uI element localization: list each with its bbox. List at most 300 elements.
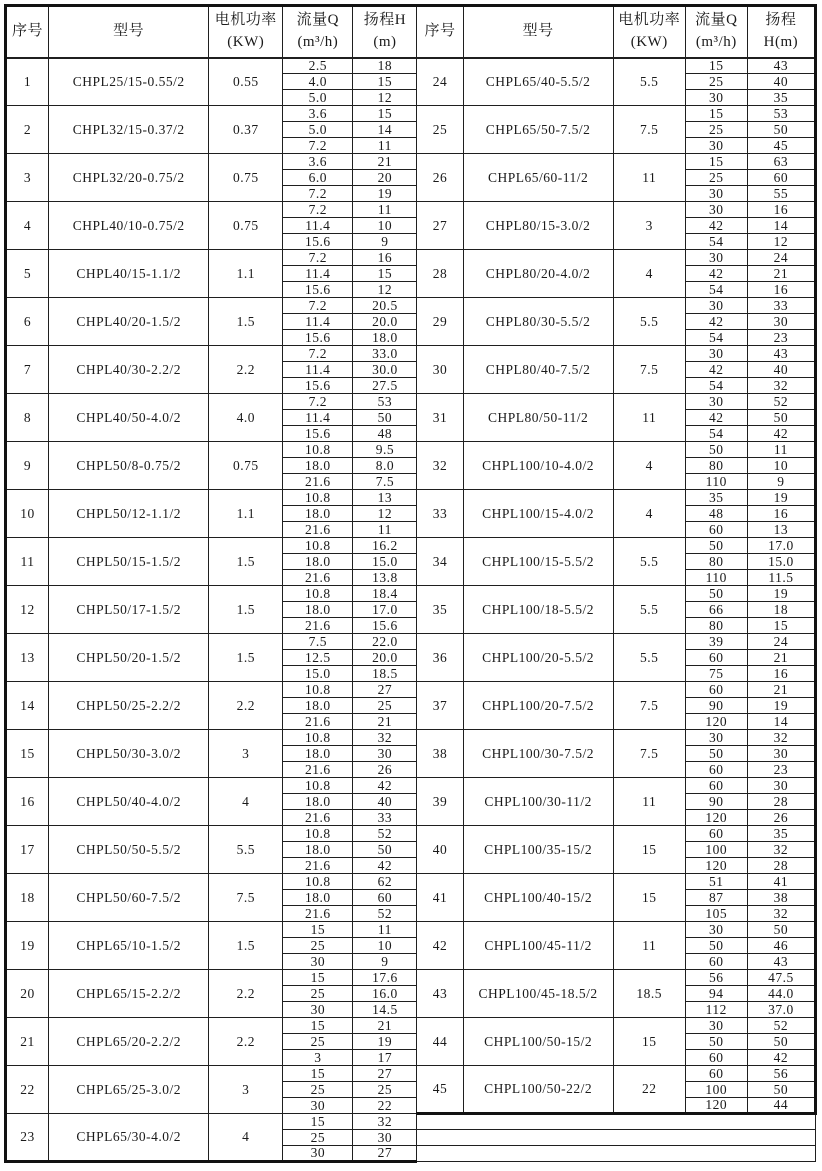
cell-no: 27 [417, 202, 463, 250]
cell-flow: 21.6 [283, 714, 353, 730]
cell-power: 4 [613, 250, 685, 298]
cell-head: 56 [747, 1066, 815, 1082]
cell-head: 52 [353, 826, 417, 842]
cell-flow: 60 [685, 682, 747, 698]
cell-head: 12 [353, 282, 417, 298]
cell-flow: 21.6 [283, 474, 353, 490]
cell-no: 22 [6, 1066, 49, 1114]
cell-no: 2 [6, 106, 49, 154]
cell-flow: 18.0 [283, 842, 353, 858]
cell-head: 40 [747, 362, 815, 378]
cell-flow: 18.0 [283, 506, 353, 522]
cell-model: CHPL32/20-0.75/2 [49, 154, 209, 202]
cell-flow: 18.0 [283, 794, 353, 810]
cell-no: 5 [6, 250, 49, 298]
cell-flow: 15 [685, 58, 747, 74]
cell-model: CHPL40/50-4.0/2 [49, 394, 209, 442]
header-flow-left-line2: (m³/h) [297, 33, 339, 50]
cell-head: 53 [747, 106, 815, 122]
cell-model: CHPL65/30-4.0/2 [49, 1114, 209, 1162]
cell-flow: 7.2 [283, 186, 353, 202]
cell-model: CHPL65/60-11/2 [463, 154, 613, 202]
cell-head: 15 [747, 618, 815, 634]
cell-power: 2.2 [209, 1018, 283, 1066]
cell-model: CHPL32/15-0.37/2 [49, 106, 209, 154]
cell-flow: 66 [685, 602, 747, 618]
cell-head: 16 [747, 282, 815, 298]
cell-power: 7.5 [209, 874, 283, 922]
header-flow-right-line2: (m³/h) [695, 33, 737, 50]
cell-head: 27.5 [353, 378, 417, 394]
cell-head: 26 [747, 810, 815, 826]
cell-head: 23 [747, 330, 815, 346]
cell-head: 32 [747, 378, 815, 394]
cell-power: 5.5 [613, 538, 685, 586]
cell-flow: 30 [685, 202, 747, 218]
cell-flow: 30 [283, 1002, 353, 1018]
cell-flow: 60 [685, 954, 747, 970]
cell-head: 11 [353, 522, 417, 538]
cell-no: 32 [417, 442, 463, 490]
cell-no: 4 [6, 202, 49, 250]
cell-power: 4 [209, 778, 283, 826]
cell-no: 10 [6, 490, 49, 538]
cell-no: 45 [417, 1066, 463, 1114]
cell-flow: 7.2 [283, 250, 353, 266]
cell-flow: 50 [685, 938, 747, 954]
cell-no: 3 [6, 154, 49, 202]
cell-no: 14 [6, 682, 49, 730]
cell-head: 33 [747, 298, 815, 314]
cell-power: 7.5 [613, 730, 685, 778]
cell-head: 16.0 [353, 986, 417, 1002]
cell-head: 10 [353, 218, 417, 234]
cell-power: 1.5 [209, 538, 283, 586]
cell-model: CHPL100/45-11/2 [463, 922, 613, 970]
cell-power: 4 [209, 1114, 283, 1162]
cell-head: 7.5 [353, 474, 417, 490]
cell-no: 23 [6, 1114, 49, 1162]
table-row [6, 538, 816, 554]
cell-head: 11 [353, 138, 417, 154]
cell-flow: 15 [283, 1114, 353, 1130]
cell-head: 14 [353, 122, 417, 138]
cell-head: 28 [747, 858, 815, 874]
cell-flow: 11.4 [283, 218, 353, 234]
cell-head: 52 [747, 394, 815, 410]
cell-head: 42 [747, 426, 815, 442]
cell-head: 13.8 [353, 570, 417, 586]
cell-head: 18.0 [353, 330, 417, 346]
cell-head: 40 [747, 74, 815, 90]
cell-model: CHPL80/40-7.5/2 [463, 346, 613, 394]
cell-no: 39 [417, 778, 463, 826]
cell-head: 46 [747, 938, 815, 954]
cell-power: 4 [613, 490, 685, 538]
cell-head: 15.0 [747, 554, 815, 570]
header-flow-left [283, 6, 353, 58]
cell-head: 45 [747, 138, 815, 154]
cell-head: 21 [353, 1018, 417, 1034]
cell-flow: 60 [685, 778, 747, 794]
cell-model: CHPL65/50-7.5/2 [463, 106, 613, 154]
table-row [6, 682, 816, 698]
cell-flow: 54 [685, 426, 747, 442]
cell-model: CHPL100/20-7.5/2 [463, 682, 613, 730]
cell-flow: 80 [685, 618, 747, 634]
cell-flow: 30 [283, 954, 353, 970]
cell-power: 15 [613, 826, 685, 874]
cell-flow: 30 [685, 730, 747, 746]
cell-head: 30.0 [353, 362, 417, 378]
table-row [6, 1114, 816, 1130]
cell-head: 10 [353, 938, 417, 954]
cell-head: 62 [353, 874, 417, 890]
cell-head: 30 [353, 746, 417, 762]
table-row [6, 922, 816, 938]
cell-no: 6 [6, 298, 49, 346]
cell-model: CHPL65/20-2.2/2 [49, 1018, 209, 1066]
cell-flow: 112 [685, 1002, 747, 1018]
cell-no: 43 [417, 970, 463, 1018]
cell-head: 50 [747, 1034, 815, 1050]
cell-flow: 7.2 [283, 394, 353, 410]
cell-flow: 120 [685, 810, 747, 826]
cell-flow: 50 [685, 538, 747, 554]
header-model-right [463, 6, 613, 58]
cell-head: 40 [353, 794, 417, 810]
cell-no: 13 [6, 634, 49, 682]
cell-model: CHPL100/15-5.5/2 [463, 538, 613, 586]
cell-flow: 39 [685, 634, 747, 650]
cell-head: 20 [353, 170, 417, 186]
cell-flow: 54 [685, 330, 747, 346]
cell-flow: 10.8 [283, 538, 353, 554]
cell-no: 24 [417, 58, 463, 106]
cell-no: 25 [417, 106, 463, 154]
cell-head: 22 [353, 1098, 417, 1114]
cell-flow: 25 [283, 1130, 353, 1146]
cell-flow: 60 [685, 826, 747, 842]
cell-flow: 25 [283, 986, 353, 1002]
cell-flow: 120 [685, 714, 747, 730]
pump-spec-table [4, 4, 817, 1163]
cell-no: 38 [417, 730, 463, 778]
cell-head: 26 [353, 762, 417, 778]
cell-flow: 7.2 [283, 298, 353, 314]
cell-head: 13 [353, 490, 417, 506]
cell-head: 42 [747, 1050, 815, 1066]
cell-flow: 51 [685, 874, 747, 890]
cell-power: 4.0 [209, 394, 283, 442]
cell-head: 12 [747, 234, 815, 250]
cell-power: 0.75 [209, 442, 283, 490]
header-power-right-line1: 电机功率 [618, 12, 681, 28]
cell-head: 32 [747, 906, 815, 922]
cell-flow: 60 [685, 522, 747, 538]
cell-no: 20 [6, 970, 49, 1018]
cell-head: 15 [353, 106, 417, 122]
cell-head: 9 [353, 954, 417, 970]
cell-flow: 18.0 [283, 890, 353, 906]
cell-flow: 18.0 [283, 554, 353, 570]
cell-no: 33 [417, 490, 463, 538]
cell-flow: 3.6 [283, 154, 353, 170]
header-row [6, 6, 816, 58]
cell-head: 20.5 [353, 298, 417, 314]
cell-head: 32 [353, 1114, 417, 1130]
cell-power: 1.1 [209, 250, 283, 298]
cell-flow: 15 [283, 1066, 353, 1082]
cell-head: 30 [747, 746, 815, 762]
cell-head: 11 [747, 442, 815, 458]
cell-power: 0.75 [209, 154, 283, 202]
cell-flow: 30 [685, 186, 747, 202]
cell-flow: 30 [283, 1098, 353, 1114]
cell-head: 16 [747, 202, 815, 218]
cell-flow: 87 [685, 890, 747, 906]
cell-head: 19 [747, 698, 815, 714]
cell-head: 9.5 [353, 442, 417, 458]
table-body [6, 58, 816, 1162]
header-power-left [209, 6, 283, 58]
cell-head: 48 [353, 426, 417, 442]
cell-flow: 60 [685, 762, 747, 778]
cell-flow: 11.4 [283, 314, 353, 330]
cell-model: CHPL50/30-3.0/2 [49, 730, 209, 778]
cell-head: 43 [747, 346, 815, 362]
cell-head: 55 [747, 186, 815, 202]
cell-flow: 30 [685, 1018, 747, 1034]
cell-flow: 42 [685, 410, 747, 426]
cell-flow: 18.0 [283, 746, 353, 762]
cell-no: 1 [6, 58, 49, 106]
table-row [6, 202, 816, 218]
cell-head: 13 [747, 522, 815, 538]
cell-power: 5.5 [613, 58, 685, 106]
cell-power: 5.5 [613, 298, 685, 346]
cell-flow: 60 [685, 650, 747, 666]
header-power-right-line2: (KW) [630, 33, 668, 50]
cell-model: CHPL50/8-0.75/2 [49, 442, 209, 490]
cell-head: 38 [747, 890, 815, 906]
blank-area [417, 1114, 816, 1130]
cell-power: 1.5 [209, 634, 283, 682]
cell-flow: 25 [685, 170, 747, 186]
cell-head: 21 [747, 266, 815, 282]
cell-head: 33.0 [353, 346, 417, 362]
cell-no: 36 [417, 634, 463, 682]
cell-head: 42 [353, 778, 417, 794]
cell-model: CHPL65/40-5.5/2 [463, 58, 613, 106]
cell-head: 16 [353, 250, 417, 266]
cell-no: 30 [417, 346, 463, 394]
cell-model: CHPL50/50-5.5/2 [49, 826, 209, 874]
cell-flow: 6.0 [283, 170, 353, 186]
table-row [6, 1066, 816, 1082]
cell-head: 20.0 [353, 650, 417, 666]
cell-head: 30 [353, 1130, 417, 1146]
cell-model: CHPL50/60-7.5/2 [49, 874, 209, 922]
cell-head: 12 [353, 506, 417, 522]
table-row [6, 298, 816, 314]
cell-head: 32 [747, 842, 815, 858]
cell-flow: 50 [685, 746, 747, 762]
header-head-left-line1: 扬程H [363, 12, 407, 28]
cell-head: 20.0 [353, 314, 417, 330]
cell-head: 18.5 [353, 666, 417, 682]
cell-head: 53 [353, 394, 417, 410]
cell-head: 19 [747, 586, 815, 602]
cell-model: CHPL25/15-0.55/2 [49, 58, 209, 106]
cell-power: 3 [209, 730, 283, 778]
table-row [6, 346, 816, 362]
cell-flow: 105 [685, 906, 747, 922]
cell-flow: 100 [685, 842, 747, 858]
cell-flow: 42 [685, 314, 747, 330]
cell-head: 11 [353, 202, 417, 218]
cell-model: CHPL80/15-3.0/2 [463, 202, 613, 250]
cell-flow: 7.5 [283, 634, 353, 650]
table-row [6, 778, 816, 794]
cell-no: 16 [6, 778, 49, 826]
cell-head: 11.5 [747, 570, 815, 586]
cell-power: 1.5 [209, 586, 283, 634]
cell-power: 15 [613, 874, 685, 922]
cell-head: 50 [747, 922, 815, 938]
cell-head: 33 [353, 810, 417, 826]
cell-flow: 10.8 [283, 730, 353, 746]
cell-model: CHPL100/10-4.0/2 [463, 442, 613, 490]
cell-model: CHPL100/30-11/2 [463, 778, 613, 826]
cell-head: 50 [353, 410, 417, 426]
cell-flow: 15 [685, 106, 747, 122]
cell-head: 22.0 [353, 634, 417, 650]
cell-flow: 54 [685, 282, 747, 298]
cell-flow: 42 [685, 266, 747, 282]
cell-head: 50 [353, 842, 417, 858]
cell-flow: 60 [685, 1050, 747, 1066]
cell-model: CHPL100/15-4.0/2 [463, 490, 613, 538]
cell-head: 28 [747, 794, 815, 810]
header-power-left-line1: 电机功率 [214, 12, 277, 28]
cell-model: CHPL40/30-2.2/2 [49, 346, 209, 394]
cell-flow: 18.0 [283, 458, 353, 474]
cell-flow: 35 [685, 490, 747, 506]
cell-head: 27 [353, 1066, 417, 1082]
cell-flow: 25 [283, 1034, 353, 1050]
cell-flow: 21.6 [283, 810, 353, 826]
cell-model: CHPL50/12-1.1/2 [49, 490, 209, 538]
cell-flow: 50 [685, 1034, 747, 1050]
header-no-left-label: 序号 [12, 22, 44, 39]
cell-flow: 90 [685, 698, 747, 714]
cell-no: 17 [6, 826, 49, 874]
cell-flow: 30 [685, 346, 747, 362]
cell-flow: 5.0 [283, 122, 353, 138]
cell-power: 11 [613, 394, 685, 442]
cell-head: 30 [747, 778, 815, 794]
cell-no: 37 [417, 682, 463, 730]
cell-model: CHPL50/15-1.5/2 [49, 538, 209, 586]
header-flow-left-line1: 流量Q [296, 12, 340, 28]
table-row [6, 634, 816, 650]
cell-flow: 30 [685, 922, 747, 938]
cell-head: 52 [353, 906, 417, 922]
cell-head: 42 [353, 858, 417, 874]
cell-model: CHPL80/50-11/2 [463, 394, 613, 442]
cell-power: 7.5 [613, 106, 685, 154]
cell-model: CHPL100/45-18.5/2 [463, 970, 613, 1018]
cell-flow: 30 [685, 138, 747, 154]
cell-flow: 3 [283, 1050, 353, 1066]
cell-flow: 50 [685, 586, 747, 602]
header-power-left-line2: (KW) [227, 33, 265, 50]
cell-power: 1.5 [209, 298, 283, 346]
header-no-right-label: 序号 [424, 22, 456, 39]
cell-model: CHPL100/40-15/2 [463, 874, 613, 922]
cell-flow: 11.4 [283, 410, 353, 426]
cell-flow: 11.4 [283, 362, 353, 378]
cell-no: 15 [6, 730, 49, 778]
cell-flow: 42 [685, 362, 747, 378]
cell-head: 18 [353, 58, 417, 74]
cell-power: 0.75 [209, 202, 283, 250]
cell-head: 15.0 [353, 554, 417, 570]
cell-model: CHPL100/50-22/2 [463, 1066, 613, 1114]
cell-flow: 15.6 [283, 426, 353, 442]
cell-head: 16 [747, 506, 815, 522]
header-flow-right-line1: 流量Q [695, 12, 738, 28]
cell-model: CHPL65/10-1.5/2 [49, 922, 209, 970]
cell-model: CHPL50/25-2.2/2 [49, 682, 209, 730]
cell-head: 23 [747, 762, 815, 778]
cell-head: 17 [353, 1050, 417, 1066]
cell-head: 21 [747, 682, 815, 698]
cell-model: CHPL65/25-3.0/2 [49, 1066, 209, 1114]
cell-head: 17.0 [747, 538, 815, 554]
cell-no: 11 [6, 538, 49, 586]
cell-model: CHPL80/20-4.0/2 [463, 250, 613, 298]
cell-head: 21 [353, 714, 417, 730]
cell-flow: 50 [685, 442, 747, 458]
cell-flow: 10.8 [283, 586, 353, 602]
cell-head: 50 [747, 410, 815, 426]
cell-head: 16 [747, 666, 815, 682]
cell-flow: 2.5 [283, 58, 353, 74]
cell-flow: 25 [685, 74, 747, 90]
cell-head: 41 [747, 874, 815, 890]
cell-model: CHPL50/20-1.5/2 [49, 634, 209, 682]
cell-head: 19 [747, 490, 815, 506]
cell-flow: 21.6 [283, 570, 353, 586]
cell-flow: 90 [685, 794, 747, 810]
cell-flow: 7.2 [283, 202, 353, 218]
cell-head: 19 [353, 1034, 417, 1050]
cell-flow: 10.8 [283, 874, 353, 890]
header-head-right-line1: 扬程 [765, 12, 797, 28]
cell-no: 9 [6, 442, 49, 490]
cell-flow: 7.2 [283, 138, 353, 154]
cell-power: 1.1 [209, 490, 283, 538]
table-row [6, 826, 816, 842]
cell-model: CHPL100/50-15/2 [463, 1018, 613, 1066]
cell-flow: 54 [685, 234, 747, 250]
table-row [6, 106, 816, 122]
cell-head: 25 [353, 1082, 417, 1098]
cell-power: 11 [613, 154, 685, 202]
cell-flow: 80 [685, 554, 747, 570]
